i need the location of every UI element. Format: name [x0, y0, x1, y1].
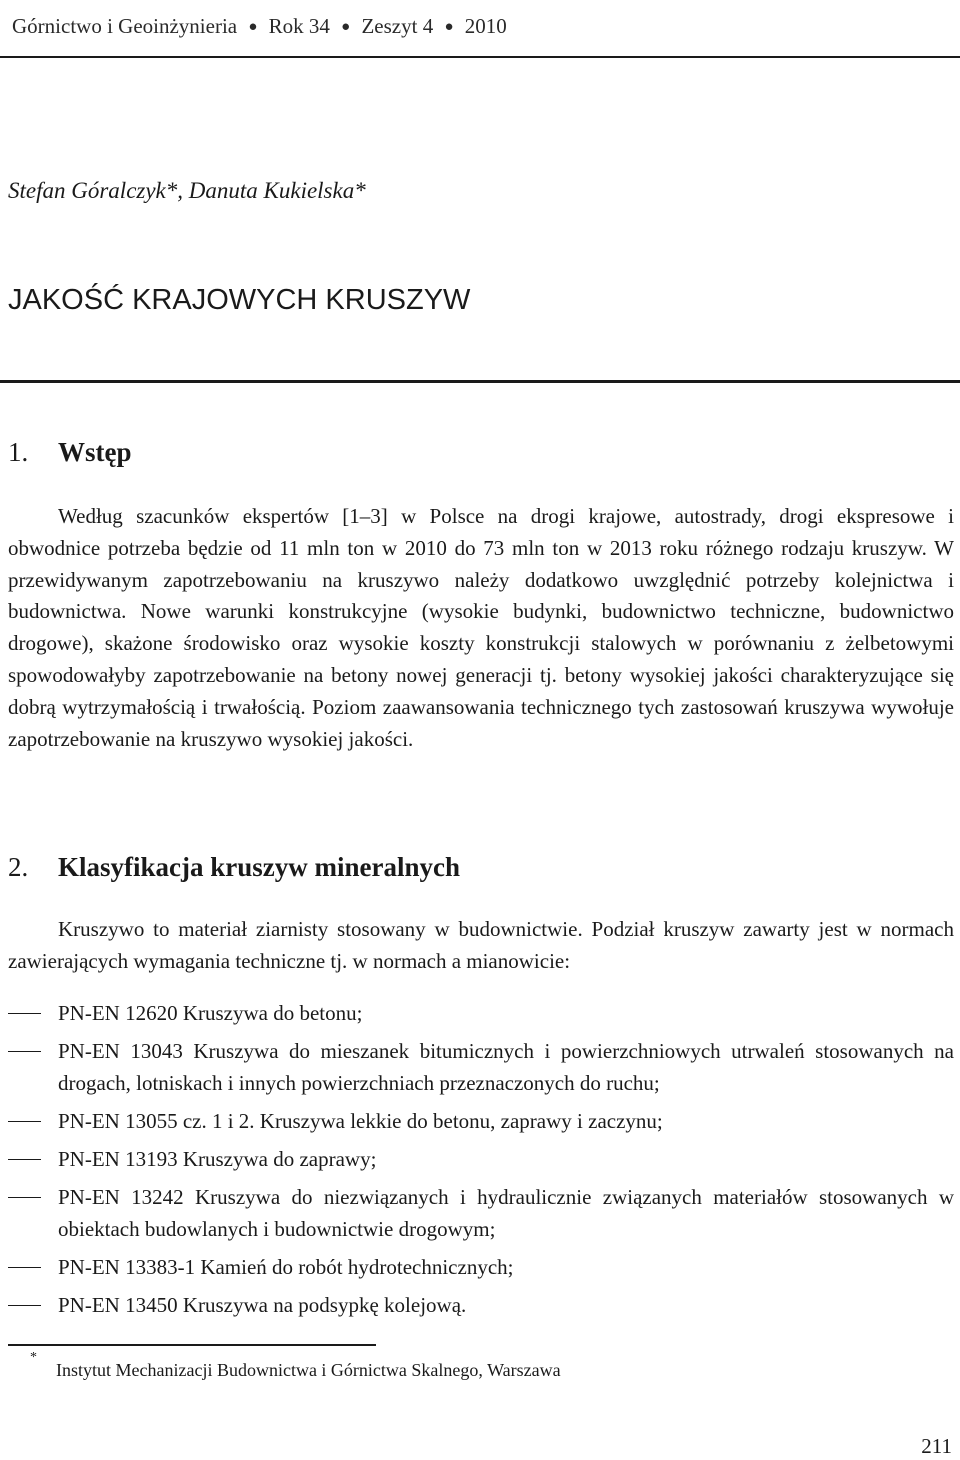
- list-item-text: PN-EN 12620 Kruszywa do betonu;: [58, 1001, 363, 1025]
- bullet-separator: ●: [444, 19, 454, 35]
- page-number: 211: [921, 1434, 952, 1458]
- bullet-separator: ●: [341, 19, 351, 35]
- dash-bullet: [8, 1159, 41, 1160]
- footnote-mark: *: [30, 1350, 37, 1365]
- dash-bullet: [8, 1305, 41, 1306]
- list-item: [8, 1290, 954, 1322]
- list-item-text: PN-EN 13193 Kruszywa do zaprawy;: [58, 1147, 377, 1172]
- list-item: [8, 1036, 954, 1100]
- section-heading: [8, 852, 460, 883]
- header-rule: [0, 56, 960, 58]
- title-rule: [0, 380, 960, 383]
- list-item: [8, 1182, 954, 1246]
- list-item: [8, 1106, 954, 1138]
- list-item: [8, 1252, 954, 1284]
- footnote-text: Instytut Mechanizacji Budownictwa i Górnictwa Skalnego, Warszawa: [56, 1360, 561, 1380]
- footnote-rule: [8, 1344, 376, 1346]
- list-item-text: PN-EN 13450 Kruszywa na podsypkę kolejową.: [58, 1293, 467, 1318]
- journal-header: [12, 14, 507, 39]
- standards-list: [8, 998, 954, 1328]
- list-item: [8, 1144, 954, 1176]
- section-title: Klasyfikacja kruszyw mineralnych: [58, 852, 460, 882]
- article-authors: Stefan Góralczyk*, Danuta Kukielska*: [8, 178, 366, 203]
- dash-bullet: [8, 1197, 41, 1198]
- section-title: Wstęp: [58, 437, 132, 467]
- list-item-text: PN-EN 13242 Kruszywa do niezwiązanych i hydraulicznie związanych materiałów stosowanych w obiektach budowlanych i budownictwie drogowym;: [58, 1185, 954, 1241]
- journal-name: Górnictwo i Geoinżynieria: [12, 14, 238, 38]
- journal-issue-label: Zeszyt 4: [361, 14, 434, 38]
- section-number: 1.: [8, 437, 29, 467]
- journal-year: 2010: [464, 14, 507, 38]
- body-paragraph: Według szacunków ekspertów [1–3] w Polsce na drogi krajowe, autostrady, drogi ekspresowe i obwodnice potrzeba będzie od 11 mln ton w 2010 do 73 mln ton w 2013 roku różnego rodzaju kruszyw. W przewidywanym zapotrzebowaniu na kruszywo należy dodatkowo uwzględnić potrzeby kolejnictwa i budownictwa. Nowe warunki konstrukcyjne (wysokie budynki, budownictwo techniczne, budownictwo drogowe), skażone środowisko oraz wysokie koszty konstrukcji stalowych w porównaniu z żelbetowymi spowodowałyby zapotrzebowanie na betony nowej generacji tj. betony wysokiej jakości charakteryzujące się dobrą wytrzymałością i trwałością. Poziom zaawansowania technicznego tych zastosowań kruszywa wywołuje zapotrzebowanie na kruszywo wysokiej jakości.: [8, 504, 954, 751]
- article-title: JAKOŚĆ KRAJOWYCH KRUSZYW: [8, 284, 471, 316]
- list-item-text: PN-EN 13055 cz. 1 i 2. Kruszywa lekkie do betonu, zaprawy i zaczynu;: [58, 1108, 663, 1133]
- bullet-separator: ●: [248, 19, 258, 35]
- journal-year-label: Rok 34: [268, 14, 330, 38]
- list-item-text: PN-EN 13383-1 Kamień do robót hydrotechnicznych;: [58, 1255, 514, 1280]
- body-paragraph: Kruszywo to materiał ziarnisty stosowany w budownictwie. Podział kruszyw zawarty jest w normach zawierających wymagania techniczne tj. w normach a mianowicie:: [8, 917, 954, 973]
- dash-bullet: [8, 1013, 41, 1014]
- dash-bullet: [8, 1267, 41, 1268]
- dash-bullet: [8, 1051, 41, 1052]
- list-item: [8, 998, 954, 1030]
- list-item-text: PN-EN 13043 Kruszywa do mieszanek bitumicznych i powierzchniowych utrwaleń stosowanych na drogach, lotniskach i innych powierzchniach przeznaczonych do ruchu;: [58, 1039, 954, 1095]
- section-heading: [8, 437, 132, 468]
- section-number: 2.: [8, 852, 29, 882]
- dash-bullet: [8, 1121, 41, 1122]
- footnote: [30, 1350, 561, 1381]
